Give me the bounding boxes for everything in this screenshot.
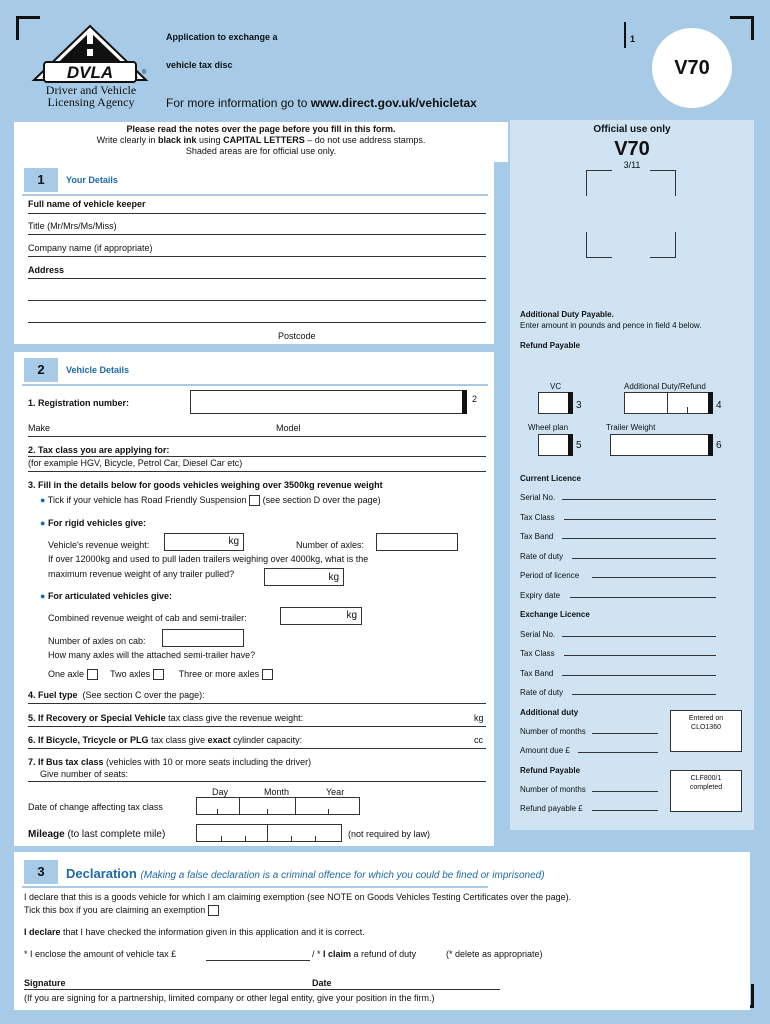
exemption-row: Tick this box if you are claiming an exemption: [24, 905, 219, 916]
clf-code: CLF800/1: [690, 775, 722, 782]
notes-line-2: Write clearly in black ink using CAPITAL LETTERS – do not use address stamps.: [96, 135, 426, 145]
clf-completed: completed: [689, 784, 723, 791]
two-axles-checkbox[interactable]: [153, 669, 164, 680]
tax-class-label: 2. Tax class you are applying for:: [28, 445, 170, 455]
delete-note: (* delete as appropriate): [446, 949, 543, 959]
road-friendly-checkbox[interactable]: [249, 495, 260, 506]
exchange-licence-heading: Exchange Licence: [520, 610, 590, 619]
tax-class-2-field[interactable]: [564, 655, 716, 656]
tax-band-2-label: Tax Band: [520, 669, 554, 678]
title-field[interactable]: [28, 234, 486, 235]
seats-label: Give number of seats:: [40, 769, 129, 779]
add-duty-note: Enter amount in pounds and pence in field 4 below.: [520, 321, 702, 330]
road-friendly-row: ● Tick if your vehicle has Road Friendly Suspension (see section D over the page): [40, 495, 381, 505]
make-label: Make: [28, 423, 51, 433]
check-declaration: I declare that I have checked the information given in this application and it is correct.: [24, 927, 365, 937]
address-label: Address: [28, 265, 65, 275]
date-change-label: Date of change affecting tax class: [28, 802, 163, 812]
day-label: Day: [212, 787, 229, 797]
page-title-line-2: vehicle tax disc: [166, 60, 233, 70]
trailer-weight-label: Trailer Weight: [606, 423, 656, 432]
tax-class-official-label: Tax Class: [520, 513, 555, 522]
wheel-plan-label: Wheel plan: [528, 423, 569, 432]
signature-label: Signature: [24, 978, 66, 988]
notes-panel: [14, 122, 508, 162]
trailer-text-1: If over 12000kg and used to pull laden trailers weighing over 4000kg, what is the: [48, 554, 369, 564]
axle-options: One axle Two axles Three or more axles: [48, 669, 273, 680]
section-1-number: 1: [24, 168, 58, 192]
entered-on-box: [670, 710, 742, 752]
expiry-field[interactable]: [570, 597, 716, 598]
mileage-label: Mileage (to last complete mile): [28, 829, 166, 840]
axles-cab-input[interactable]: [162, 629, 244, 647]
amount-due-label: Amount due £: [520, 746, 570, 755]
revenue-weight-label: Vehicle's revenue weight:: [48, 540, 150, 550]
svg-text:®: ®: [142, 70, 147, 76]
company-label: Company name (if appropriate): [28, 243, 153, 253]
combined-weight-label: Combined revenue weight of cab and semi-trailer:: [48, 613, 247, 623]
official-version: 3/11: [623, 160, 641, 170]
section-3-number: 3: [24, 860, 58, 884]
model-label: Model: [276, 423, 301, 433]
vc-label: VC: [550, 382, 562, 391]
dvla-logo: [30, 24, 150, 88]
expiry-label: Expiry date: [520, 591, 561, 600]
bicycle-label: 6. If Bicycle, Tricycle or PLG tax class give exact cylinder capacity:: [28, 735, 303, 745]
full-name-label: Full name of vehicle keeper: [28, 199, 146, 209]
tax-class-example: (for example HGV, Bicycle, Petrol Car, Diesel Car etc): [28, 458, 243, 468]
notes-line-1: Please read the notes over the page before you fill in this form.: [126, 124, 396, 134]
rate-duty-2-field[interactable]: [572, 694, 716, 695]
vehicletax-link[interactable]: www.direct.gov.uk/vehicletax: [310, 96, 477, 110]
seats-field[interactable]: [28, 781, 486, 782]
fuel-label: 4. Fuel type (See section C over the page):: [28, 690, 205, 700]
serial-no-2-field[interactable]: [562, 636, 716, 637]
section-3-heading: Declaration (Making a false declaration is a criminal offence for which you could be fined or imprisoned): [66, 866, 545, 881]
section-1-title: Your Details: [66, 175, 118, 185]
tax-class-field[interactable]: [28, 456, 486, 457]
goods-declaration: I declare that this is a goods vehicle for which I am claiming exemption (see NOTE on Goods Vehicles Testing Certificates over the page).: [24, 892, 572, 902]
section-2-number: 2: [24, 358, 58, 382]
trailer-text-2: maximum revenue weight of any trailer pulled?: [48, 569, 235, 579]
page-title-line-1: Application to exchange a: [166, 32, 278, 42]
revenue-weight-input[interactable]: kg: [164, 533, 244, 551]
claim-refund: / * I claim a refund of duty: [312, 949, 417, 959]
page-number: 1: [630, 34, 636, 44]
rate-duty-label: Rate of duty: [520, 552, 564, 561]
rigid-heading: ● For rigid vehicles give:: [40, 518, 146, 528]
tax-band-field[interactable]: [562, 538, 716, 539]
registration-input[interactable]: [190, 390, 466, 414]
field-6-marker: 6: [716, 440, 722, 451]
fuel-field[interactable]: [28, 703, 486, 704]
address-line-3[interactable]: [28, 322, 486, 323]
goods-heading: 3. Fill in the details below for goods vehicles weighing over 3500kg revenue weight: [28, 480, 383, 490]
field-2-marker: 2: [472, 394, 478, 404]
company-field[interactable]: [28, 256, 486, 257]
crop-mark-top-right: [730, 16, 754, 40]
official-heading: Official use only: [593, 124, 671, 135]
section-2-title: Vehicle Details: [66, 365, 130, 375]
rate-duty-2-label: Rate of duty: [520, 688, 564, 697]
field-5-marker: 5: [576, 440, 582, 451]
current-licence-heading: Current Licence: [520, 474, 581, 483]
address-line-1[interactable]: [28, 278, 486, 279]
recovery-label: 5. If Recovery or Special Vehicle tax class give the revenue weight:: [28, 713, 304, 723]
postcode-label: Postcode: [278, 331, 316, 341]
recovery-unit: kg: [474, 713, 484, 723]
date-change-input[interactable]: [196, 797, 360, 815]
trailer-weight-input[interactable]: kg: [264, 568, 344, 586]
field-3-marker: 3: [576, 400, 582, 411]
official-use-panel: [510, 120, 754, 830]
serial-no-label: Serial No.: [520, 493, 556, 502]
amount-due-field[interactable]: [578, 752, 658, 753]
recovery-field[interactable]: [28, 726, 486, 727]
official-code: V70: [614, 138, 650, 160]
mileage-note: (not required by law): [348, 829, 431, 839]
tax-band-2-field[interactable]: [562, 675, 716, 676]
full-name-field[interactable]: [28, 213, 486, 214]
cc-unit: cc: [474, 735, 483, 745]
num-months-label: Number of months: [520, 727, 586, 736]
more-info: For more information go to www.direct.gov.uk/vehicletax: [166, 96, 477, 110]
num-axles-label: Number of axles:: [296, 540, 365, 550]
field-4-marker: 4: [716, 400, 722, 411]
clo-code: CLO1360: [691, 724, 721, 731]
one-axle-checkbox[interactable]: [87, 669, 98, 680]
refund-payable-field[interactable]: [592, 810, 658, 811]
notes-line-3: Shaded areas are for official use only.: [185, 146, 337, 156]
add-duty-heading: Additional Duty Payable.: [520, 310, 614, 319]
date-label: Date: [312, 978, 332, 988]
artic-heading: ● For articulated vehicles give:: [40, 591, 172, 601]
num-months-2-label: Number of months: [520, 785, 586, 794]
agency-line-2: Licensing Agency: [47, 95, 135, 109]
combined-weight-input[interactable]: kg: [280, 607, 362, 625]
semi-axles-label: How many axles will the attached semi-trailer have?: [48, 650, 256, 660]
month-label: Month: [264, 787, 290, 797]
axles-cab-label: Number of axles on cab:: [48, 636, 146, 646]
form-code-badge: V70: [652, 28, 732, 108]
period-field[interactable]: [592, 577, 716, 578]
trailer-weight-input-official[interactable]: [610, 434, 712, 456]
clf-box: [670, 770, 742, 812]
year-label: Year: [326, 787, 345, 797]
vc-input[interactable]: [538, 392, 572, 414]
address-line-2[interactable]: [28, 300, 486, 301]
enclose-label: * I enclose the amount of vehicle tax £: [24, 949, 177, 959]
tax-class-2-label: Tax Class: [520, 649, 555, 658]
refund-payable-label: Refund payable £: [520, 804, 583, 813]
rate-duty-field[interactable]: [572, 558, 716, 559]
bicycle-field[interactable]: [28, 748, 486, 749]
registration-label: 1. Registration number:: [28, 398, 130, 408]
section-your-details: [14, 162, 494, 344]
serial-no-field[interactable]: [562, 499, 716, 500]
num-months-field[interactable]: [592, 733, 658, 734]
num-months-2-field[interactable]: [592, 791, 658, 792]
logo-text: DVLA: [66, 63, 114, 82]
additional-duty-heading: Additional duty: [520, 708, 579, 717]
tax-class-official-field[interactable]: [564, 519, 716, 520]
refund-payable-2-heading: Refund Payable: [520, 766, 581, 775]
tax-band-label: Tax Band: [520, 532, 554, 541]
enclose-amount-field[interactable]: [206, 960, 310, 961]
mileage-input[interactable]: [196, 824, 342, 842]
add-duty-refund-input[interactable]: [624, 392, 712, 414]
exemption-checkbox[interactable]: [208, 905, 219, 916]
num-axles-input[interactable]: [376, 533, 458, 551]
section-vehicle-details: [14, 352, 494, 846]
add-duty-refund-label: Additional Duty/Refund: [624, 382, 706, 391]
serial-no-2-label: Serial No.: [520, 630, 556, 639]
bus-label: 7. If Bus tax class (vehicles with 10 or more seats including the driver): [28, 757, 312, 767]
partnership-note: (If you are signing for a partnership, limited company or other legal entity, give your position in the firm.): [24, 993, 435, 1003]
wheel-plan-input[interactable]: [538, 434, 572, 456]
entered-on-label: Entered on: [688, 715, 724, 722]
title-label: Title (Mr/Mrs/Ms/Miss): [28, 221, 117, 231]
three-axles-checkbox[interactable]: [262, 669, 273, 680]
make-model-field[interactable]: [28, 436, 486, 437]
section-declaration: [14, 852, 750, 1010]
signature-date-field[interactable]: [24, 989, 500, 990]
page-divider: [624, 22, 626, 48]
agency-line-1: Driver and Vehicle: [45, 83, 137, 97]
refund-payable-heading: Refund Payable: [520, 341, 581, 350]
period-label: Period of licence: [520, 571, 580, 580]
